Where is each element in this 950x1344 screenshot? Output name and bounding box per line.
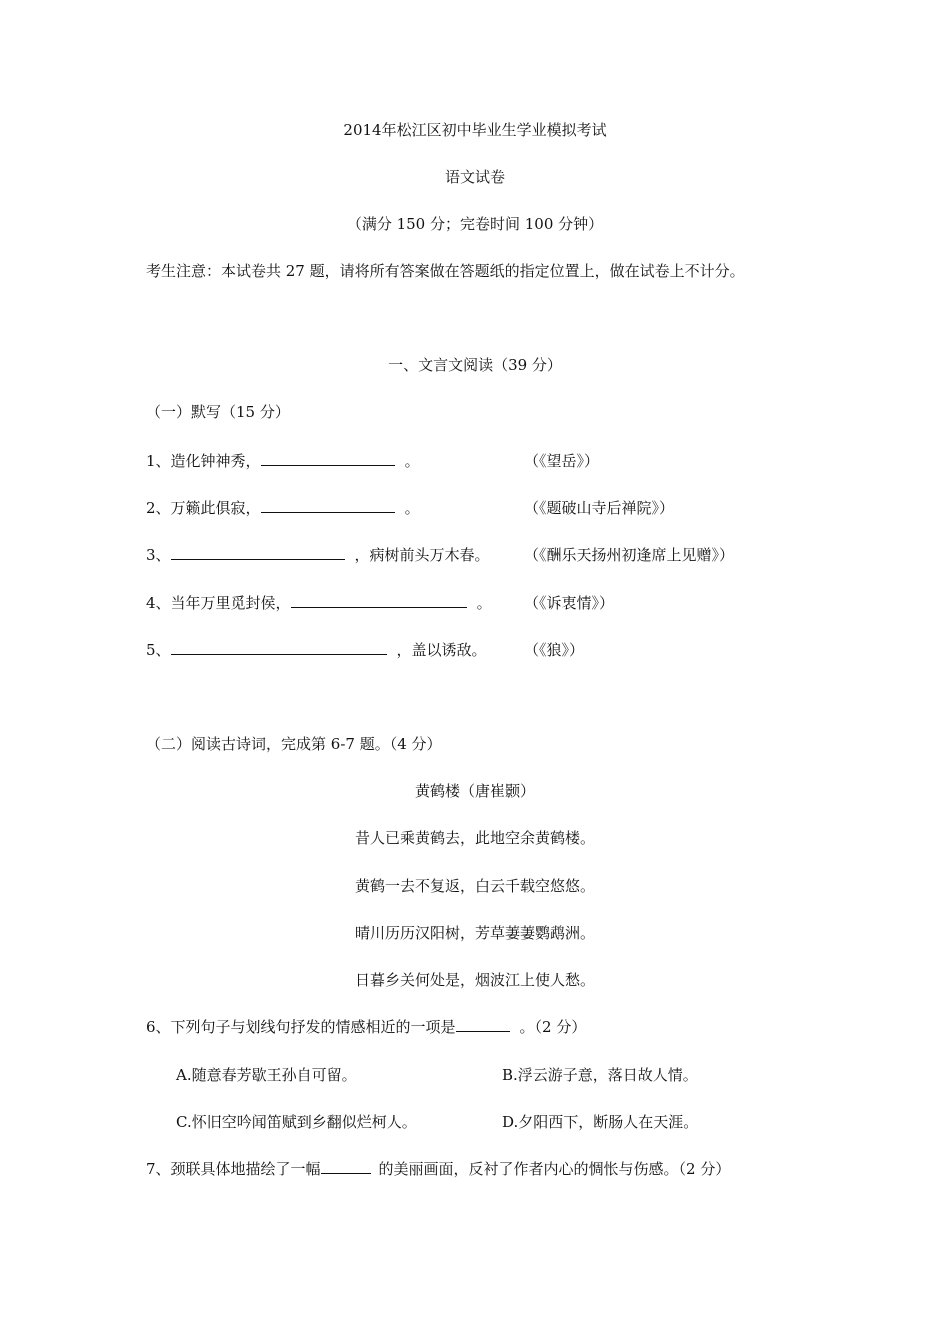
item-number: 5、 (146, 641, 171, 659)
item-number: 3、 (146, 546, 171, 564)
dictation-item (146, 498, 420, 518)
item-suffix: ，盖以诱敌。 (396, 641, 487, 659)
exam-subject: 语文试卷 (444, 168, 505, 186)
option-a: A.随意春芳歇王孙自可留。 (176, 1066, 357, 1084)
dictation-item (146, 640, 487, 660)
item-suffix: 。 (476, 594, 492, 612)
option-b: B.浮云游子意，落日故人情。 (502, 1066, 698, 1084)
answer-blank[interactable] (261, 498, 395, 513)
section1-title: 一、文言文阅读（39 分） (388, 356, 562, 374)
answer-blank[interactable] (171, 545, 345, 560)
item-prompt: 造化钟神秀， (170, 452, 261, 470)
exam-notice: 考生注意：本试卷共 27 题，请将所有答案做在答题纸的指定位置上，做在试卷上不计分。 (146, 262, 745, 280)
question-stem: 6、下列句子与划线句抒发的情感相近的一项是 (146, 1018, 456, 1036)
poem-line: 黄鹤一去不复返，白云千载空悠悠。 (354, 877, 595, 895)
poem-title: 黄鹤楼（唐崔颢） (414, 782, 535, 800)
exam-title: 2014年松江区初中毕业生学业模拟考试 (343, 121, 607, 139)
part1-title: （一）默写（15 分） (146, 403, 290, 421)
part2-title: （二）阅读古诗词，完成第 6-7 题。（4 分） (146, 735, 442, 753)
item-prompt: 当年万里觅封侯， (170, 594, 291, 612)
poem-line: 昔人已乘黄鹤去，此地空余黄鹤楼。 (354, 829, 595, 847)
item-source: （《诉衷情》） (524, 594, 615, 612)
poem-line: 晴川历历汉阳树，芳草萋萋鹦鹉洲。 (354, 924, 595, 942)
dictation-item (146, 451, 420, 471)
question-suffix: 的美丽画面，反衬了作者内心的惆怅与伤感。（2 分） (378, 1160, 731, 1178)
answer-blank[interactable] (321, 1159, 371, 1174)
question-stem: 7、颈联具体地描绘了一幅 (146, 1160, 321, 1178)
option-c: C.怀旧空吟闻笛赋到乡翻似烂柯人。 (176, 1113, 417, 1131)
question-7 (146, 1159, 730, 1179)
option-d: D.夕阳西下，断肠人在天涯。 (502, 1113, 699, 1131)
answer-blank[interactable] (456, 1017, 510, 1032)
answer-blank[interactable] (171, 640, 387, 655)
answer-blank[interactable] (291, 593, 467, 608)
dictation-item (146, 593, 492, 613)
item-source: （《题破山寺后禅院》） (524, 499, 675, 517)
question-6 (146, 1017, 586, 1037)
item-source: （《狼》） (524, 641, 585, 659)
item-source: （《望岳》） (524, 452, 600, 470)
item-suffix: 。 (404, 452, 420, 470)
item-prompt: 万籁此俱寂， (170, 499, 261, 517)
item-source: （《酬乐天扬州初逢席上见赠》） (524, 546, 735, 564)
exam-info: （满分 150 分；完卷时间 100 分钟） (346, 215, 604, 233)
answer-blank[interactable] (261, 451, 395, 466)
dictation-item (146, 545, 490, 565)
item-number: 2、 (146, 499, 171, 517)
item-suffix: 。 (404, 499, 420, 517)
item-suffix: ，病树前头万木春。 (354, 546, 490, 564)
question-suffix: 。（2 分） (519, 1018, 587, 1036)
item-number: 1、 (146, 452, 171, 470)
poem-line: 日暮乡关何处是，烟波江上使人愁。 (354, 971, 595, 989)
item-number: 4、 (146, 594, 171, 612)
